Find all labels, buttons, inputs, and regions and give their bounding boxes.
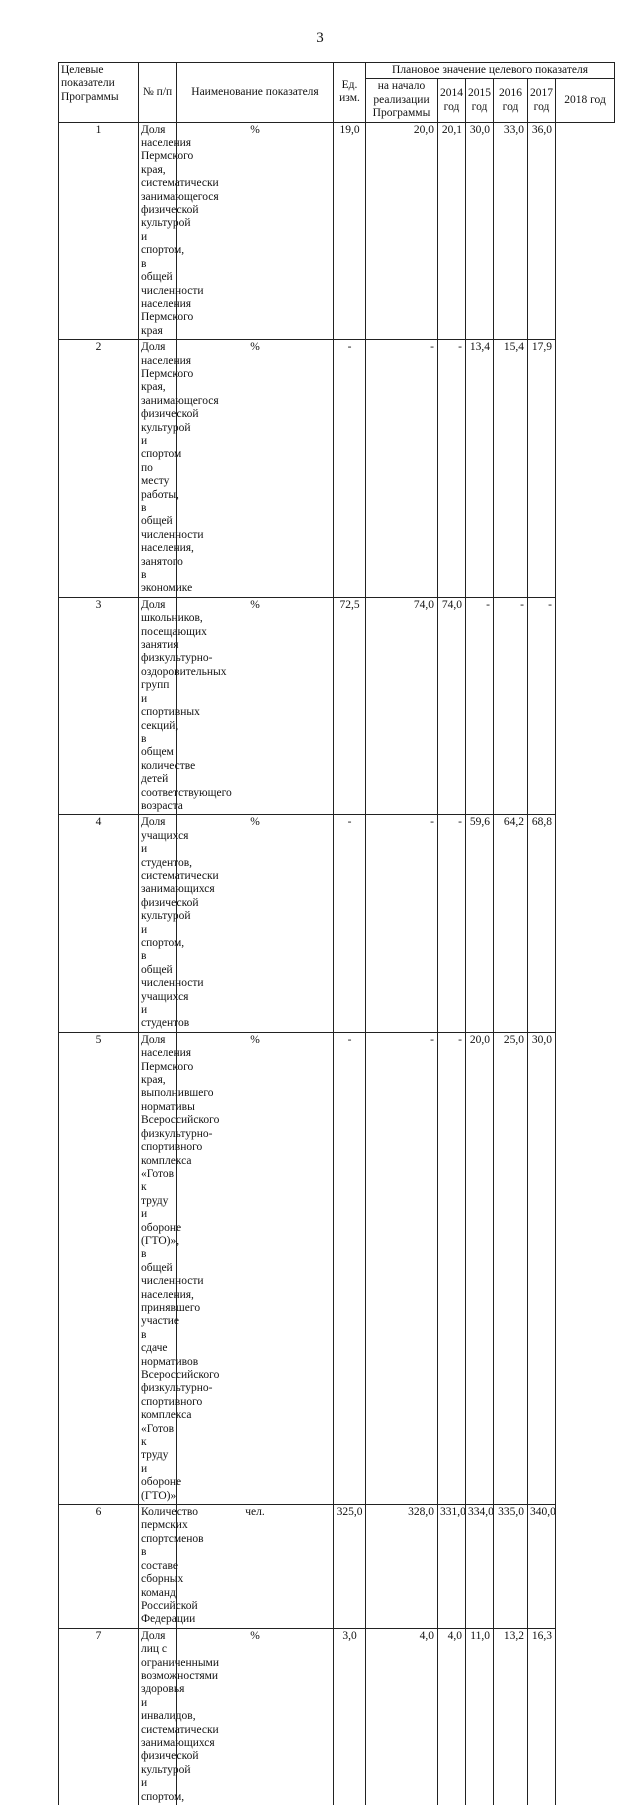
row-2017: 33,0: [494, 122, 528, 340]
num-header: № п/п: [139, 63, 177, 123]
y2017-header: 2017 год: [528, 79, 556, 122]
row-2015: 4,0: [438, 1628, 466, 1805]
table-row: [59, 340, 615, 598]
table-row: [59, 597, 615, 815]
row-2014: 328,0: [366, 1505, 438, 1629]
row-num: 2: [59, 340, 139, 598]
row-name: Доля школьников, посещающих занятия физкультурно-оздоровительных групп и спортивных секций, в общем количестве детей соответствующего возраста: [139, 597, 177, 815]
row-2016: 11,0: [466, 1628, 494, 1805]
row-2018: -: [528, 597, 556, 815]
row-2017: 25,0: [494, 1032, 528, 1504]
row-name: Доля населения Пермского края, выполнившего нормативы Всероссийского физкультурно-спортивного комплекса «Готов к труду и обороне (ГТО)», в общей численности населения, принявшего участие в сдаче нормативов Всероссийского физкультурно-спортивного комплекса «Готов к труду и обороне (ГТО)»: [139, 1032, 177, 1504]
y2014-header: 2014 год: [438, 79, 466, 122]
row-2017: 335,0: [494, 1505, 528, 1629]
row-start: 3,0: [334, 1628, 366, 1805]
row-name: Доля лиц с ограниченными возможностями здоровья и инвалидов, систематически занимающихся физической культурой и спортом,: [139, 1628, 177, 1805]
row-start: 19,0: [334, 122, 366, 340]
table-row: [59, 1032, 615, 1504]
row-2016: 13,4: [466, 340, 494, 598]
row-unit: %: [177, 1628, 334, 1805]
row-2014: 74,0: [366, 597, 438, 815]
row-2014: -: [366, 1032, 438, 1504]
row-unit: %: [177, 1032, 334, 1504]
row-unit: %: [177, 597, 334, 815]
y2016-header: 2016 год: [494, 79, 528, 122]
row-name: Доля населения Пермского края, систематически занимающегося физической культурой и спортом, в общей численности населения Пермского края: [139, 122, 177, 340]
row-2014: 20,0: [366, 122, 438, 340]
page-number: 3: [316, 30, 324, 46]
row-num: 4: [59, 815, 139, 1033]
row-2016: 334,0: [466, 1505, 494, 1629]
row-2016: 59,6: [466, 815, 494, 1033]
row-unit: %: [177, 340, 334, 598]
row-2018: 30,0: [528, 1032, 556, 1504]
row-2014: -: [366, 340, 438, 598]
y2018-header: 2018 год: [556, 79, 615, 122]
row-2014: -: [366, 815, 438, 1033]
row-2018: 16,3: [528, 1628, 556, 1805]
row-unit: %: [177, 122, 334, 340]
unit-header: Ед. изм.: [334, 63, 366, 123]
table-row: [59, 815, 615, 1033]
row-2016: -: [466, 597, 494, 815]
row-name: Количество пермских спортсменов в составе сборных команд Российской Федерации: [139, 1505, 177, 1629]
row-start: -: [334, 815, 366, 1033]
row-2018: 68,8: [528, 815, 556, 1033]
row-start: -: [334, 1032, 366, 1504]
row-2018: 17,9: [528, 340, 556, 598]
table-row: [59, 122, 615, 340]
indicators-table: [58, 62, 615, 1805]
start-header: на начало реализации Программы: [366, 79, 438, 122]
row-unit: чел.: [177, 1505, 334, 1629]
row-num: 6: [59, 1505, 139, 1629]
row-num: 1: [59, 122, 139, 340]
row-start: -: [334, 340, 366, 598]
row-2017: 64,2: [494, 815, 528, 1033]
row-2018: 36,0: [528, 122, 556, 340]
row-2015: -: [438, 815, 466, 1033]
row-name: Доля населения Пермского края, занимающегося физической культурой и спортом по месту работы, в общей численности населения, занятого в экономике: [139, 340, 177, 598]
y2015-header: 2015 год: [466, 79, 494, 122]
row-2014: 4,0: [366, 1628, 438, 1805]
row-name: Доля учащихся и студентов, систематически занимающихся физической культурой и спортом, в общей численности учащихся и студентов: [139, 815, 177, 1033]
planned-header: Плановое значение целевого показателя: [366, 63, 615, 79]
row-2016: 20,0: [466, 1032, 494, 1504]
row-2015: 20,1: [438, 122, 466, 340]
row-num: 3: [59, 597, 139, 815]
table-row: [59, 1505, 615, 1629]
row-2015: 331,0: [438, 1505, 466, 1629]
row-2017: 13,2: [494, 1628, 528, 1805]
row-num: 7: [59, 1628, 139, 1805]
row-2017: -: [494, 597, 528, 815]
row-2017: 15,4: [494, 340, 528, 598]
row-2015: 74,0: [438, 597, 466, 815]
row-2015: -: [438, 340, 466, 598]
goal-header: Целевые показатели Программы: [59, 63, 139, 123]
table-row: [59, 1628, 615, 1805]
row-2015: -: [438, 1032, 466, 1504]
row-start: 72,5: [334, 597, 366, 815]
row-unit: %: [177, 815, 334, 1033]
row-start: 325,0: [334, 1505, 366, 1629]
row-num: 5: [59, 1032, 139, 1504]
row-2018: 340,0: [528, 1505, 556, 1629]
header-row-1: [59, 63, 615, 79]
name-header: Наименование показателя: [177, 63, 334, 123]
row-2016: 30,0: [466, 122, 494, 340]
